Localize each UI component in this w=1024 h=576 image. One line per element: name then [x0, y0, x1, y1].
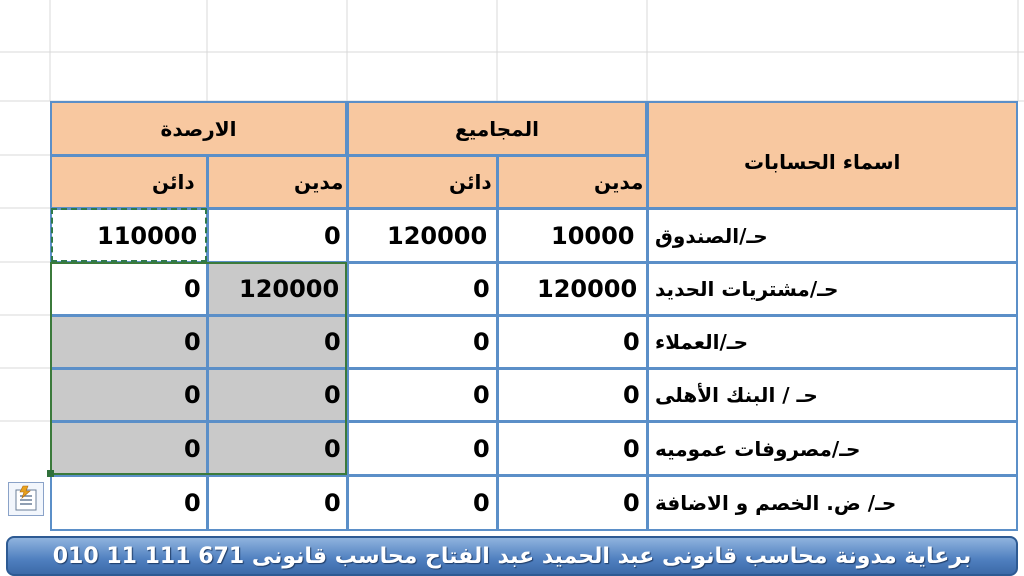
total-debit-cell[interactable]: 0	[497, 368, 648, 422]
total-credit-cell[interactable]: 120000	[347, 208, 498, 263]
account-name-cell[interactable]: حـ/العملاء	[647, 315, 1018, 369]
total-credit-cell[interactable]: 0	[347, 315, 498, 369]
balance-debit-cell[interactable]: 0	[207, 475, 348, 531]
sponsor-text: برعاية مدونة محاسب قانونى عبد الحميد عبد الفتاح محاسب قانونى 671 111 11 010	[52, 543, 972, 569]
total-debit-cell[interactable]: 0	[497, 475, 648, 531]
balance-debit-cell[interactable]: 0	[207, 208, 348, 263]
total-debit-header[interactable]: مدين	[497, 155, 648, 209]
total-credit-cell[interactable]: 0	[347, 368, 498, 422]
total-debit-cell[interactable]: 0	[497, 315, 648, 369]
balance-credit-cell[interactable]: 0	[50, 475, 208, 531]
balance-credit-cell[interactable]: 0	[50, 421, 208, 476]
total-credit-cell[interactable]: 0	[347, 421, 498, 476]
balance-credit-header[interactable]: دائن	[50, 155, 208, 209]
total-debit-cell[interactable]: 0	[497, 421, 648, 476]
balances-header[interactable]: الارصدة	[50, 101, 347, 156]
balance-credit-cell[interactable]: 0	[50, 368, 208, 422]
paste-options-icon[interactable]	[8, 482, 44, 516]
account-name-cell[interactable]: حـ/مشتريات الحديد	[647, 262, 1018, 316]
balance-credit-cell[interactable]: 0	[50, 315, 208, 369]
account-name-cell[interactable]: حـ/الصندوق	[647, 208, 1018, 263]
total-credit-cell[interactable]: 0	[347, 475, 498, 531]
account-name-cell[interactable]: حـ / البنك الأهلى	[647, 368, 1018, 422]
balance-debit-cell[interactable]: 120000	[207, 262, 348, 316]
total-credit-header[interactable]: دائن	[347, 155, 498, 209]
total-debit-cell[interactable]: 120000	[497, 262, 648, 316]
balance-debit-cell[interactable]: 0	[207, 421, 348, 476]
total-credit-cell[interactable]: 0	[347, 262, 498, 316]
balance-credit-cell[interactable]: 110000	[50, 208, 208, 263]
sponsor-banner	[6, 536, 1018, 576]
balance-credit-cell[interactable]: 0	[50, 262, 208, 316]
total-debit-cell[interactable]: 10000	[497, 208, 648, 263]
balance-debit-header[interactable]: مدين	[207, 155, 348, 209]
totals-header[interactable]: المجاميع	[347, 101, 647, 156]
fill-handle[interactable]	[47, 470, 54, 477]
balance-debit-cell[interactable]: 0	[207, 368, 348, 422]
account-name-cell[interactable]: حـ/مصروفات عموميه	[647, 421, 1018, 476]
account-name-cell[interactable]: حـ/ ض. الخصم و الاضافة	[647, 475, 1018, 531]
balance-debit-cell[interactable]: 0	[207, 315, 348, 369]
account-names-header[interactable]: اسماء الحسابات	[647, 101, 1018, 209]
